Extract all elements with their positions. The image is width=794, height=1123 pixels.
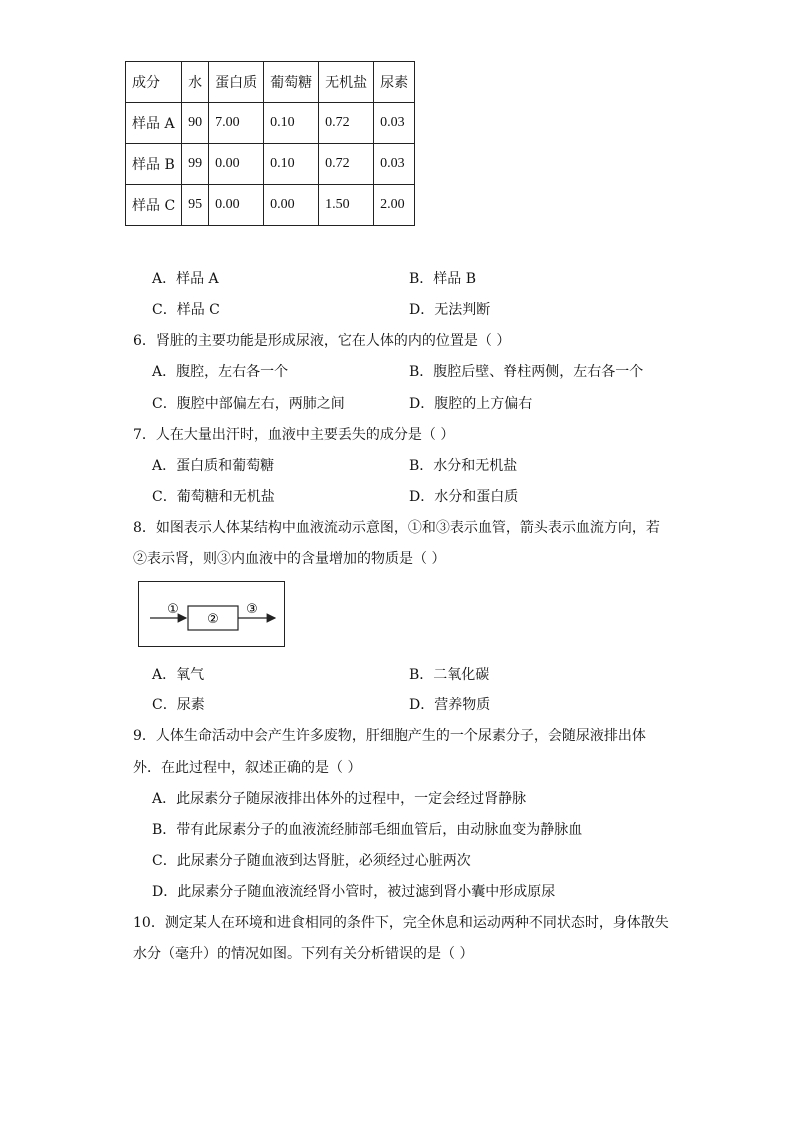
organ-2-label: ② [207,612,219,627]
q9-stem-line2: 外．在此过程中，叙述正确的是（ ） [133,760,362,776]
q7-option-b: B．水分和无机盐 [409,458,518,474]
q8-stem-line2: ②表示肾，则③内血液中的含量增加的物质是（ ） [133,551,446,567]
blood-flow-svg [138,581,285,647]
q6-option-b: B．腹腔后壁、脊柱两侧，左右各一个 [409,364,644,380]
table-cell: 1.50 [319,185,374,226]
table-header-row [126,62,415,103]
q7-stem: 7．人在大量出汗时，血液中主要丢失的成分是（ ） [133,427,455,443]
table-cell: 7.00 [209,103,264,144]
table-cell: 95 [182,185,209,226]
table-cell: 0.72 [319,144,374,185]
q6-option-d: D．腹腔的上方偏右 [409,396,533,412]
table-row [126,144,415,185]
table-cell: 样品 B [126,144,182,185]
table-header-cell: 无机盐 [319,62,374,103]
table-cell: 样品 C [126,185,182,226]
table-cell: 0.03 [374,144,415,185]
q7-option-a: A．蛋白质和葡萄糖 [152,458,275,474]
q6-option-c: C．腹腔中部偏左右，两肺之间 [152,396,345,412]
q5-option-c: C．样品 C [152,302,220,318]
table-cell: 0.03 [374,103,415,144]
table-cell: 样品 A [126,103,182,144]
q5-option-b: B．样品 B [409,271,477,287]
composition-table [125,61,415,226]
table-header-cell: 蛋白质 [209,62,264,103]
q8-option-b: B．二氧化碳 [409,667,490,683]
q10-stem-line1: 10．测定某人在环境和进食相同的条件下，完全休息和运动两种不同状态时，身体散失 [133,915,669,931]
table-cell: 2.00 [374,185,415,226]
q8-stem-line1: 8．如图表示人体某结构中血液流动示意图，①和③表示血管，箭头表示血流方向，若 [133,520,660,536]
q9-option-b: B．带有此尿素分子的血液流经肺部毛细血管后，由动脉血变为静脉血 [152,822,583,838]
q9-stem-line1: 9．人体生命活动中会产生许多废物，肝细胞产生的一个尿素分子，会随尿液排出体 [133,728,646,744]
q9-option-c: C．此尿素分子随血液到达肾脏，必须经过心脏两次 [152,853,471,869]
q5-option-d: D．无法判断 [409,302,491,318]
table-cell: 99 [182,144,209,185]
table-header-cell: 水 [182,62,209,103]
table-row [126,103,415,144]
table-cell: 0.00 [209,185,264,226]
table-row [126,185,415,226]
q9-option-a: A．此尿素分子随尿液排出体外的过程中，一定会经过肾静脉 [152,791,527,807]
q9-option-d: D．此尿素分子随血液流经肾小管时，被过滤到肾小囊中形成原尿 [152,884,556,900]
q8-option-d: D．营养物质 [409,697,491,713]
vessel-1-label: ① [167,602,179,617]
table-header-cell: 尿素 [374,62,415,103]
vessel-3-label: ③ [246,602,258,617]
blood-flow-diagram [138,581,285,647]
table-header-cell: 葡萄糖 [264,62,319,103]
q7-option-d: D．水分和蛋白质 [409,489,519,505]
q6-stem: 6．肾脏的主要功能是形成尿液，它在人体的内的位置是（ ） [133,333,511,349]
table-header-cell: 成分 [126,62,182,103]
q8-option-a: A．氧气 [152,667,205,683]
q7-option-c: C．葡萄糖和无机盐 [152,489,275,505]
table-cell: 0.00 [209,144,264,185]
table-cell: 0.10 [264,144,319,185]
q6-option-a: A．腹腔，左右各一个 [152,364,289,380]
q5-option-a: A．样品 A [152,271,219,287]
table-cell: 0.72 [319,103,374,144]
table-cell: 0.10 [264,103,319,144]
q8-option-c: C．尿素 [152,697,205,713]
q10-stem-line2: 水分（毫升）的情况如图。下列有关分析错误的是（ ） [133,946,474,962]
table-cell: 90 [182,103,209,144]
table-cell: 0.00 [264,185,319,226]
